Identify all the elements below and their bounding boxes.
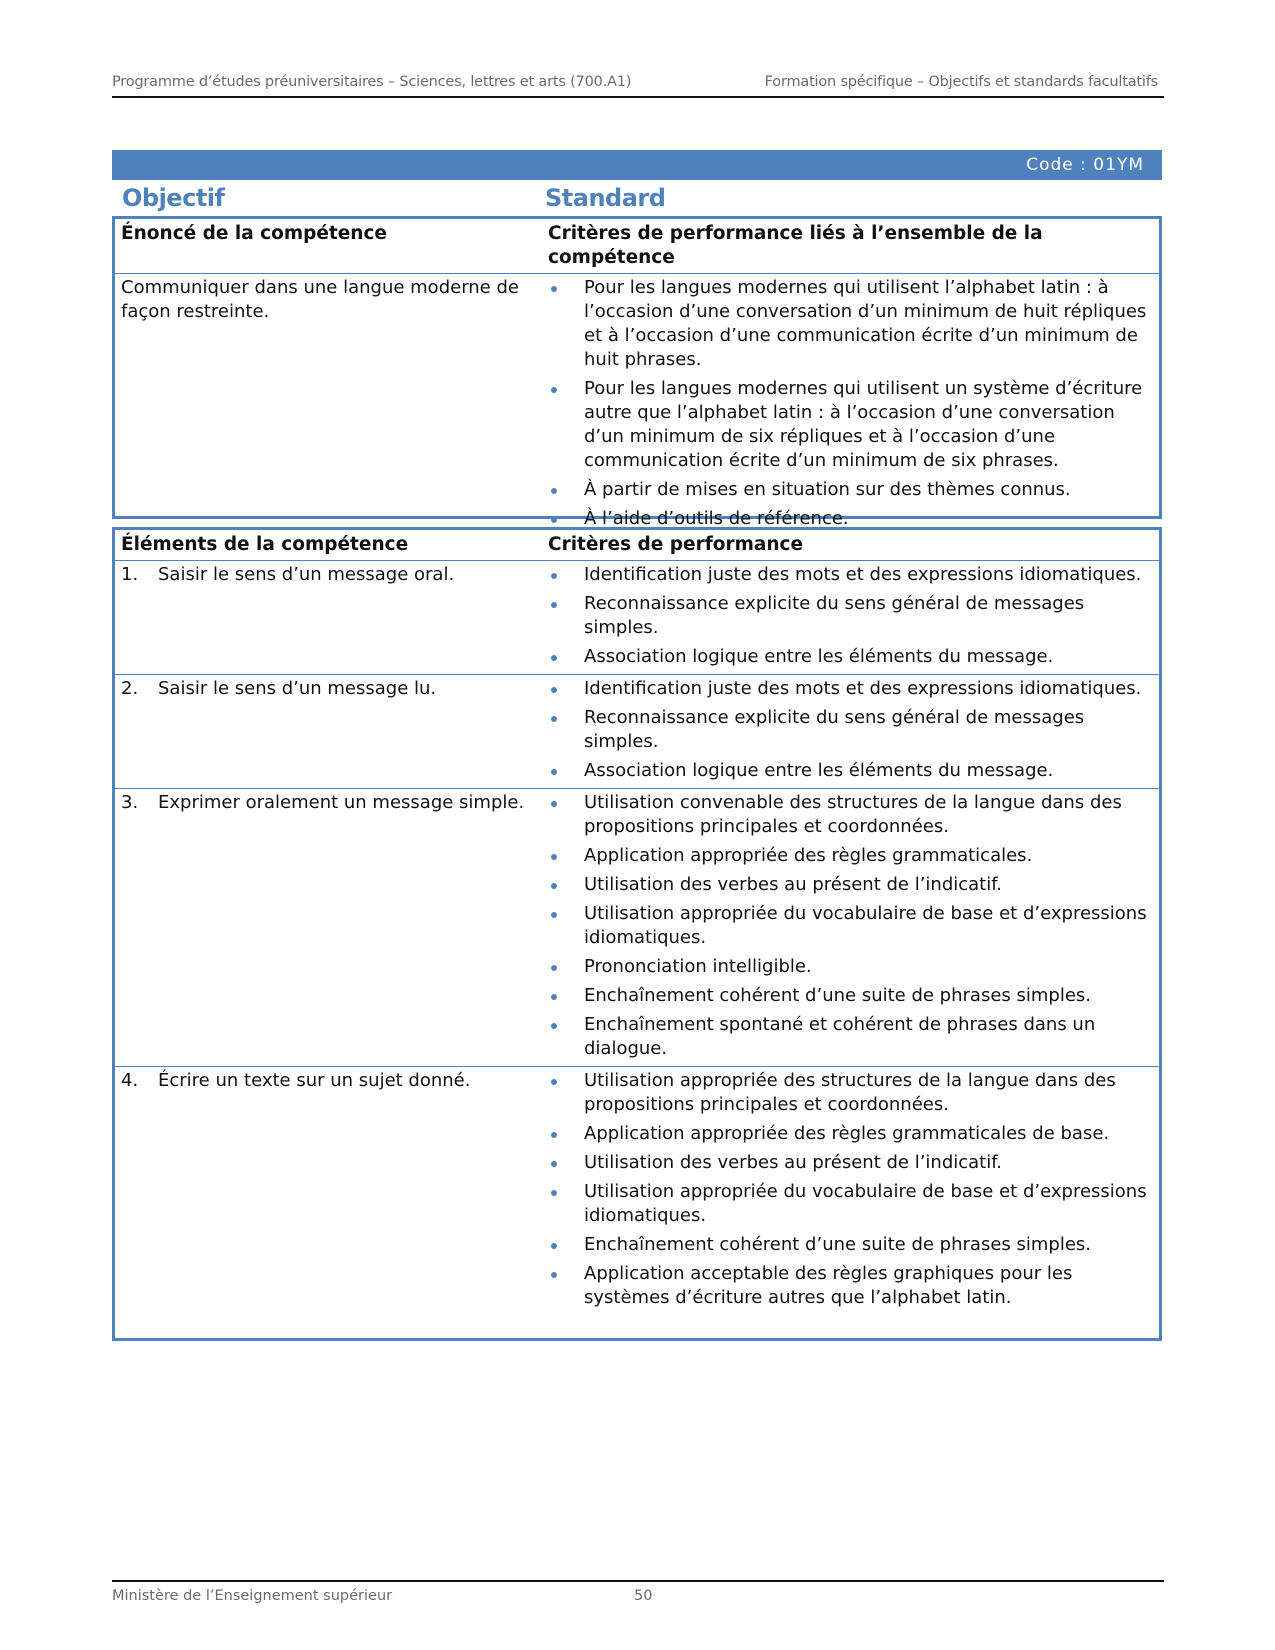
criteria-cell (542, 274, 1159, 536)
page-number: 50 (634, 1588, 653, 1604)
criterion-text: Utilisation appropriée du vocabulaire de base et d’expressions idiomatiques. (584, 903, 1147, 948)
criterion-text: Enchaînement cohérent d’une suite de phrases simples. (584, 985, 1092, 1006)
bullet-icon (551, 1023, 557, 1029)
table-row (115, 1066, 1159, 1315)
criterion-text: Identification juste des mots et des expressions idiomatiques. (584, 564, 1142, 585)
list-item (548, 563, 1153, 587)
list-item (548, 645, 1153, 669)
objectif-title: Objectif (122, 184, 225, 212)
table-row (115, 273, 1159, 536)
criteria-list (548, 677, 1153, 783)
element-text: Saisir le sens d’un message lu. (158, 678, 437, 699)
list-item (548, 478, 1153, 502)
criteria-cell (542, 1067, 1159, 1315)
table-row (115, 788, 1159, 1066)
element-cell (115, 561, 542, 674)
element-cell (115, 675, 542, 788)
list-item (548, 276, 1153, 372)
criterion-text: Prononciation intelligible. (584, 956, 812, 977)
criterion-text: Pour les langues modernes qui utilisent un système d’écriture autre que l’alphabet latin : à l’occasion d’une conversation d’un minimum de six répliques et à l’occasion d’une communication écrite d’un minimum de six phrases. (584, 378, 1143, 471)
criterion-text: Utilisation appropriée des structures de la langue dans des propositions principales et coordonnées. (584, 1070, 1116, 1115)
criterion-text: Application appropriée des règles grammaticales de base. (584, 1123, 1110, 1144)
competency-statement-table (112, 216, 1162, 529)
bullet-icon (551, 655, 557, 661)
bullet-icon (551, 1132, 557, 1138)
bullet-icon (551, 573, 557, 579)
section-titles (112, 182, 1162, 216)
criterion-text: Reconnaissance explicite du sens général de messages simples. (584, 593, 1085, 638)
criteria-list (548, 791, 1153, 1061)
element-number: 3. (121, 792, 139, 813)
col-header-statement: Énoncé de la compétence (121, 223, 387, 244)
list-item (548, 1069, 1153, 1117)
list-item (548, 592, 1153, 640)
bullet-icon (551, 687, 557, 693)
criterion-text: Utilisation des verbes au présent de l’indicatif. (584, 1152, 1002, 1173)
criterion-text: Pour les langues modernes qui utilisent l’alphabet latin : à l’occasion d’une conversation d’un minimum de huit répliques et à l’occasion d’une communication écrite d’un minimum de huit phrases. (584, 277, 1147, 370)
list-item (548, 1122, 1153, 1146)
list-item (548, 844, 1153, 868)
list-item (548, 677, 1153, 701)
bullet-icon (551, 1079, 557, 1085)
bullet-icon (551, 488, 557, 494)
list-item (548, 873, 1153, 897)
list-item (548, 1013, 1153, 1061)
element-text: Écrire un texte sur un sujet donné. (158, 1070, 471, 1091)
list-item (548, 1151, 1153, 1175)
criteria-cell (542, 561, 1159, 674)
bullet-icon (551, 965, 557, 971)
element-text: Exprimer oralement un message simple. (158, 792, 525, 813)
criterion-text: Enchaînement cohérent d’une suite de phrases simples. (584, 1234, 1092, 1255)
footer-ministry: Ministère de l’Enseignement supérieur (112, 1588, 393, 1604)
bullet-icon (551, 517, 557, 523)
element-text: Saisir le sens d’un message oral. (158, 564, 455, 585)
standard-title: Standard (545, 184, 666, 212)
bullet-icon (551, 1161, 557, 1167)
criteria-cell (542, 789, 1159, 1066)
header-section-title: Formation spécifique – Objectifs et standards facultatifs (764, 74, 1158, 90)
list-item (548, 1262, 1153, 1310)
bullet-icon (551, 387, 557, 393)
criterion-text: À l’aide d’outils de référence. (584, 508, 849, 529)
criteria-list (548, 563, 1153, 669)
col-header-performance: Critères de performance (548, 534, 804, 555)
table-row (115, 674, 1159, 788)
list-item (548, 1180, 1153, 1228)
table-row (115, 560, 1159, 674)
criterion-text: Reconnaissance explicite du sens général de messages simples. (584, 707, 1085, 752)
list-item (548, 902, 1153, 950)
list-item (548, 791, 1153, 839)
bullet-icon (551, 716, 557, 722)
element-cell (115, 789, 542, 1066)
list-item (548, 955, 1153, 979)
criteria-list (548, 1069, 1153, 1310)
list-item (548, 759, 1153, 783)
col-header-criteria: Critères de performance liés à l’ensemble de la compétence (548, 223, 1043, 268)
list-item (548, 377, 1153, 473)
criterion-text: À partir de mises en situation sur des thèmes connus. (584, 479, 1071, 500)
bullet-icon (551, 1272, 557, 1278)
bullet-icon (551, 769, 557, 775)
element-number: 1. (121, 564, 139, 585)
competency-statement: Communiquer dans une langue moderne de façon restreinte. (121, 277, 519, 322)
element-number: 2. (121, 678, 139, 699)
competency-elements-table (112, 527, 1162, 1341)
bullet-icon (551, 883, 557, 889)
bullet-icon (551, 1190, 557, 1196)
criterion-text: Application acceptable des règles graphiques pour les systèmes d’écriture autres que l’alphabet latin. (584, 1263, 1073, 1308)
criterion-text: Enchaînement spontané et cohérent de phrases dans un dialogue. (584, 1014, 1096, 1059)
bullet-icon (551, 602, 557, 608)
competency-code: Code : 01YM (1026, 155, 1144, 175)
bullet-icon (551, 994, 557, 1000)
element-cell (115, 1067, 542, 1315)
table-header-row (115, 219, 1159, 273)
table-header-row (115, 530, 1159, 560)
code-bar (112, 150, 1162, 180)
list-item (548, 1233, 1153, 1257)
criterion-text: Association logique entre les éléments du message. (584, 646, 1054, 667)
header-program-title: Programme d’études préuniversitaires – Sciences, lettres et arts (700.A1) (112, 74, 632, 90)
criterion-text: Utilisation appropriée du vocabulaire de base et d’expressions idiomatiques. (584, 1181, 1147, 1226)
list-item (548, 706, 1153, 754)
bullet-icon (551, 912, 557, 918)
bullet-icon (551, 854, 557, 860)
col-header-elements: Éléments de la compétence (121, 534, 409, 555)
page-footer (112, 1580, 1164, 1604)
criterion-text: Utilisation des verbes au présent de l’indicatif. (584, 874, 1002, 895)
bullet-icon (551, 801, 557, 807)
criterion-text: Association logique entre les éléments du message. (584, 760, 1054, 781)
criteria-list (548, 276, 1153, 531)
list-item (548, 984, 1153, 1008)
criteria-cell (542, 675, 1159, 788)
page-header (112, 74, 1164, 98)
bullet-icon (551, 286, 557, 292)
element-number: 4. (121, 1070, 139, 1091)
criterion-text: Identification juste des mots et des expressions idiomatiques. (584, 678, 1142, 699)
criterion-text: Application appropriée des règles grammaticales. (584, 845, 1033, 866)
bullet-icon (551, 1243, 557, 1249)
criterion-text: Utilisation convenable des structures de la langue dans des propositions principales et coordonnées. (584, 792, 1122, 837)
